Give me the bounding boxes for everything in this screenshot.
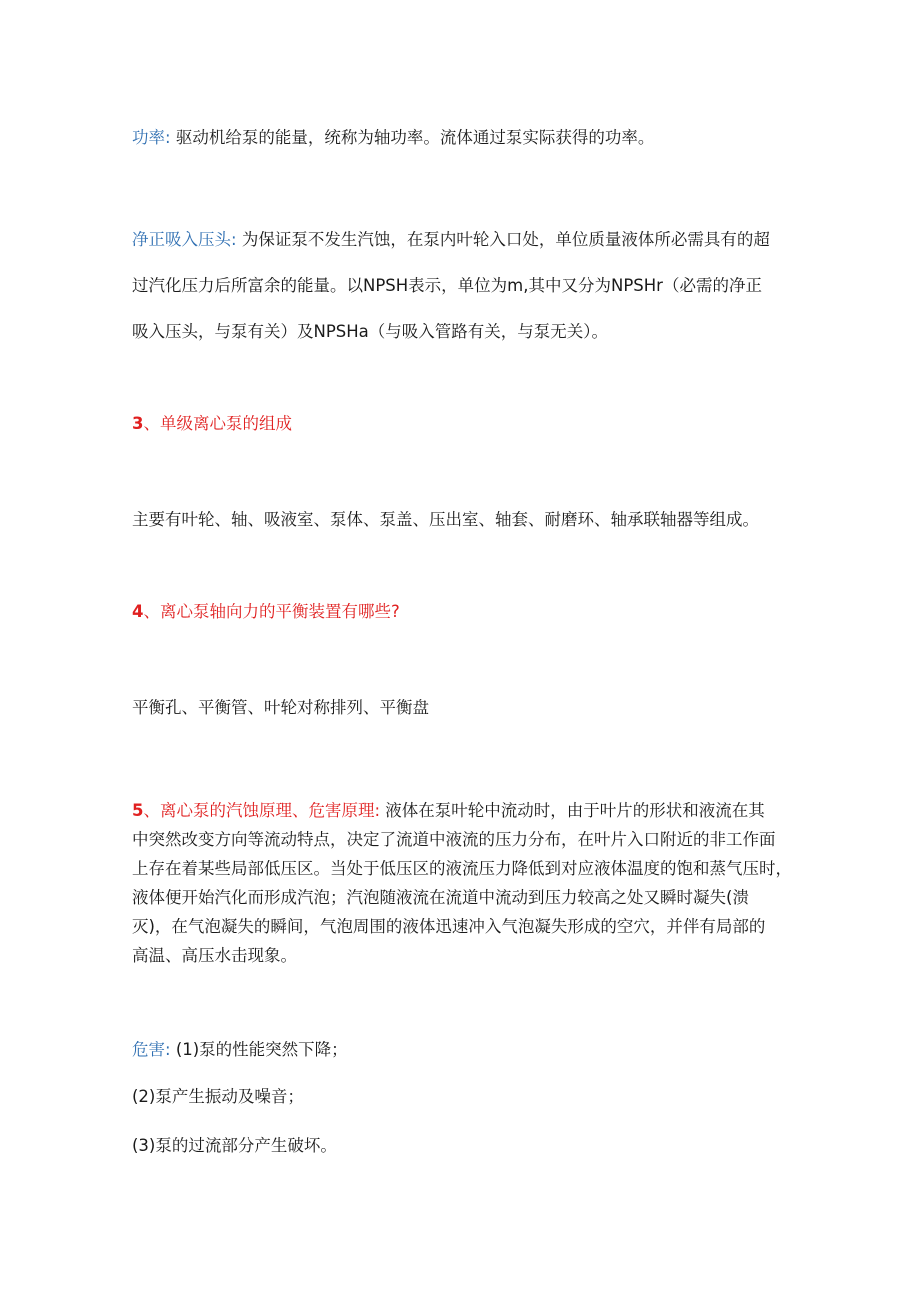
power-text: 驱动机给泵的能量，统称为轴功率。流体通过泵实际获得的功率。: [175, 128, 655, 147]
harm-item-3: (3)泵的过流部分产生破坏。: [132, 1136, 337, 1155]
power-definition: [132, 124, 797, 148]
harm-item-2: (2)泵产生振动及噪音；: [132, 1087, 304, 1106]
section-5-line-1: [132, 796, 797, 825]
npsh-term: 净正吸入压头: [132, 230, 231, 249]
section-4-title: 、离心泵轴向力的平衡装置有哪些?: [143, 602, 400, 621]
section-5-line-4: 液体便开始汽化而形成汽泡；汽泡随液流在流道中流动到压力较高之处又瞬时凝失(溃: [132, 888, 749, 907]
power-term-colon: :: [165, 128, 171, 147]
harm-term: 危害: [132, 1040, 165, 1059]
section-4-number: 4: [132, 602, 144, 621]
section-5-line-3: 上存在着某些局部低压区。当处于低压区的液流压力降低到对应液体温度的饱和蒸气压时，: [132, 859, 792, 878]
section-5-line-6: 高温、高压水击现象。: [132, 946, 297, 965]
npsh-line-1: [132, 217, 797, 263]
section-3-body: 主要有叶轮、轴、吸液室、泵体、泵盖、压出室、轴套、耐磨环、轴承联轴器等组成。: [132, 510, 759, 529]
harm-term-colon: :: [165, 1040, 171, 1059]
section-5-line-5: 灭)，在气泡凝失的瞬间，气泡周围的液体迅速冲入气泡凝失形成的空穴，并伴有局部的: [132, 917, 766, 936]
section-5-text: 液体在泵叶轮中流动时，由于叶片的形状和液流在其: [385, 801, 765, 820]
section-5-paragraph: [132, 796, 797, 970]
section-4-heading: [132, 598, 797, 622]
section-3-heading: [132, 410, 797, 434]
section-5-line-2: 中突然改变方向等流动特点，决定了流道中液流的压力分布，在叶片入口附近的非工作面: [132, 830, 776, 849]
harm-item-1: [132, 1036, 797, 1060]
npsh-line-3: 吸入压头，与泵有关）及NPSHa（与吸入管路有关，与泵无关）。: [132, 322, 609, 341]
section-3-title: 、单级离心泵的组成: [143, 414, 292, 433]
section-3-number: 3: [132, 414, 144, 433]
npsh-text: 为保证泵不发生汽蚀，在泵内叶轮入口处，单位质量液体所必需具有的超: [241, 230, 770, 249]
npsh-line-2: 过汽化压力后所富余的能量。以NPSH表示，单位为m,其中又分为NPSHr（必需的净正: [132, 276, 762, 295]
section-5-title: 、离心泵的汽蚀原理、危害原理: [143, 801, 375, 820]
power-term: 功率: [132, 128, 165, 147]
section-5-colon: :: [374, 801, 381, 820]
harm-item-1-text: (1)泵的性能突然下降；: [175, 1040, 348, 1059]
npsh-definition: [132, 217, 797, 355]
npsh-term-colon: :: [231, 230, 237, 249]
section-4-body: 平衡孔、平衡管、叶轮对称排列、平衡盘: [132, 698, 429, 717]
section-5-number: 5: [132, 801, 144, 820]
